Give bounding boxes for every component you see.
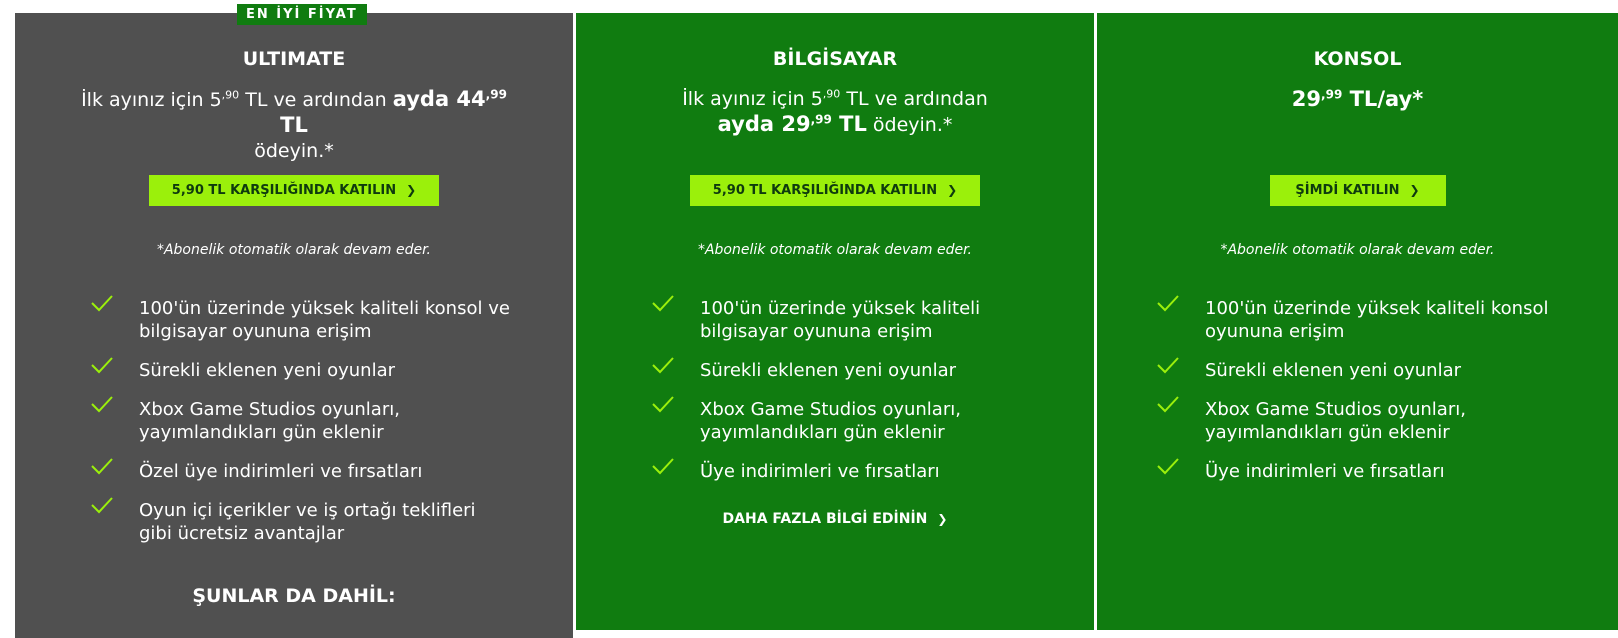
plan-price: $29^{,99}$ TL/ay* [1291, 87, 1424, 111]
join-button[interactable]: 5,90 TL KARŞILIĞINDA KATILIN ❯ [690, 175, 980, 206]
plan-title: BİLGİSAYAR [772, 48, 898, 70]
feature-list [652, 297, 1052, 499]
list-item: Oyun içi içerikler ve iş ortağı teklifleri gibi ücretsiz avantajlar [91, 499, 511, 545]
checkmark-icon [652, 395, 674, 413]
join-button[interactable]: 5,90 TL KARŞILIĞINDA KATILIN ❯ [149, 175, 439, 206]
feature-list [1157, 297, 1577, 499]
checkmark-icon [1157, 356, 1179, 374]
list-item: Xbox Game Studios oyunları, yayımlandıkları gün eklenir [91, 398, 511, 444]
chevron-right-icon: ❯ [1409, 183, 1420, 197]
list-item: Üye indirimleri ve fırsatları [652, 460, 1052, 483]
list-item: Sürekli eklenen yeni oyunlar [1157, 359, 1577, 382]
join-now-button[interactable]: ŞİMDİ KATILIN ❯ [1270, 175, 1446, 206]
plan-card-ultimate [15, 7, 573, 638]
list-item: Üye indirimleri ve fırsatları [1157, 460, 1577, 483]
learn-more-link[interactable]: DAHA FAZLA BİLGİ EDİNİN ❯ [722, 511, 948, 527]
checkmark-icon [91, 457, 113, 475]
plan-card-pc [576, 13, 1094, 630]
checkmark-icon [652, 457, 674, 475]
list-item: 100'ün üzerinde yüksek kaliteli konsol oyununa erişim [1157, 297, 1577, 343]
chevron-right-icon: ❯ [947, 183, 958, 197]
plan-price: İlk ayınız için $5^{,90}$ TL ve ardından ayda $44^{,99}$ TL ödeyin.* [81, 87, 507, 162]
auto-renew-note: *Abonelik otomatik olarak devam eder. [1220, 242, 1495, 258]
plan-title: ULTIMATE [242, 48, 346, 70]
auto-renew-note: *Abonelik otomatik olarak devam eder. [697, 242, 973, 258]
best-price-badge: EN İYİ FİYAT [237, 4, 367, 25]
auto-renew-note: *Abonelik otomatik olarak devam eder. [156, 242, 432, 258]
list-item: Sürekli eklenen yeni oyunlar [652, 359, 1052, 382]
list-item: 100'ün üzerinde yüksek kaliteli bilgisayar oyununa erişim [652, 297, 1052, 343]
checkmark-icon [652, 356, 674, 374]
plan-price: İlk ayınız için $5^{,90}$ TL ve ardından ayda $29^{,99}$ TL ödeyin.* [682, 87, 988, 136]
checkmark-icon [91, 496, 113, 514]
checkmark-icon [1157, 395, 1179, 413]
list-item: 100'ün üzerinde yüksek kaliteli konsol ve bilgisayar oyununa erişim [91, 297, 511, 343]
list-item: Xbox Game Studios oyunları, yayımlandıkları gün eklenir [1157, 398, 1577, 444]
list-item: Xbox Game Studios oyunları, yayımlandıkları gün eklenir [652, 398, 1052, 444]
list-item: Sürekli eklenen yeni oyunlar [91, 359, 511, 382]
list-item: Özel üye indirimleri ve fırsatları [91, 460, 511, 483]
chevron-right-icon: ❯ [937, 512, 948, 526]
plan-card-console [1097, 13, 1618, 630]
checkmark-icon [91, 356, 113, 374]
checkmark-icon [91, 395, 113, 413]
included-heading: ŞUNLAR DA DAHİL: [192, 585, 396, 607]
checkmark-icon [91, 294, 113, 312]
checkmark-icon [652, 294, 674, 312]
checkmark-icon [1157, 294, 1179, 312]
checkmark-icon [1157, 457, 1179, 475]
feature-list [91, 297, 511, 561]
chevron-right-icon: ❯ [406, 183, 417, 197]
plan-title: KONSOL [1313, 48, 1402, 70]
